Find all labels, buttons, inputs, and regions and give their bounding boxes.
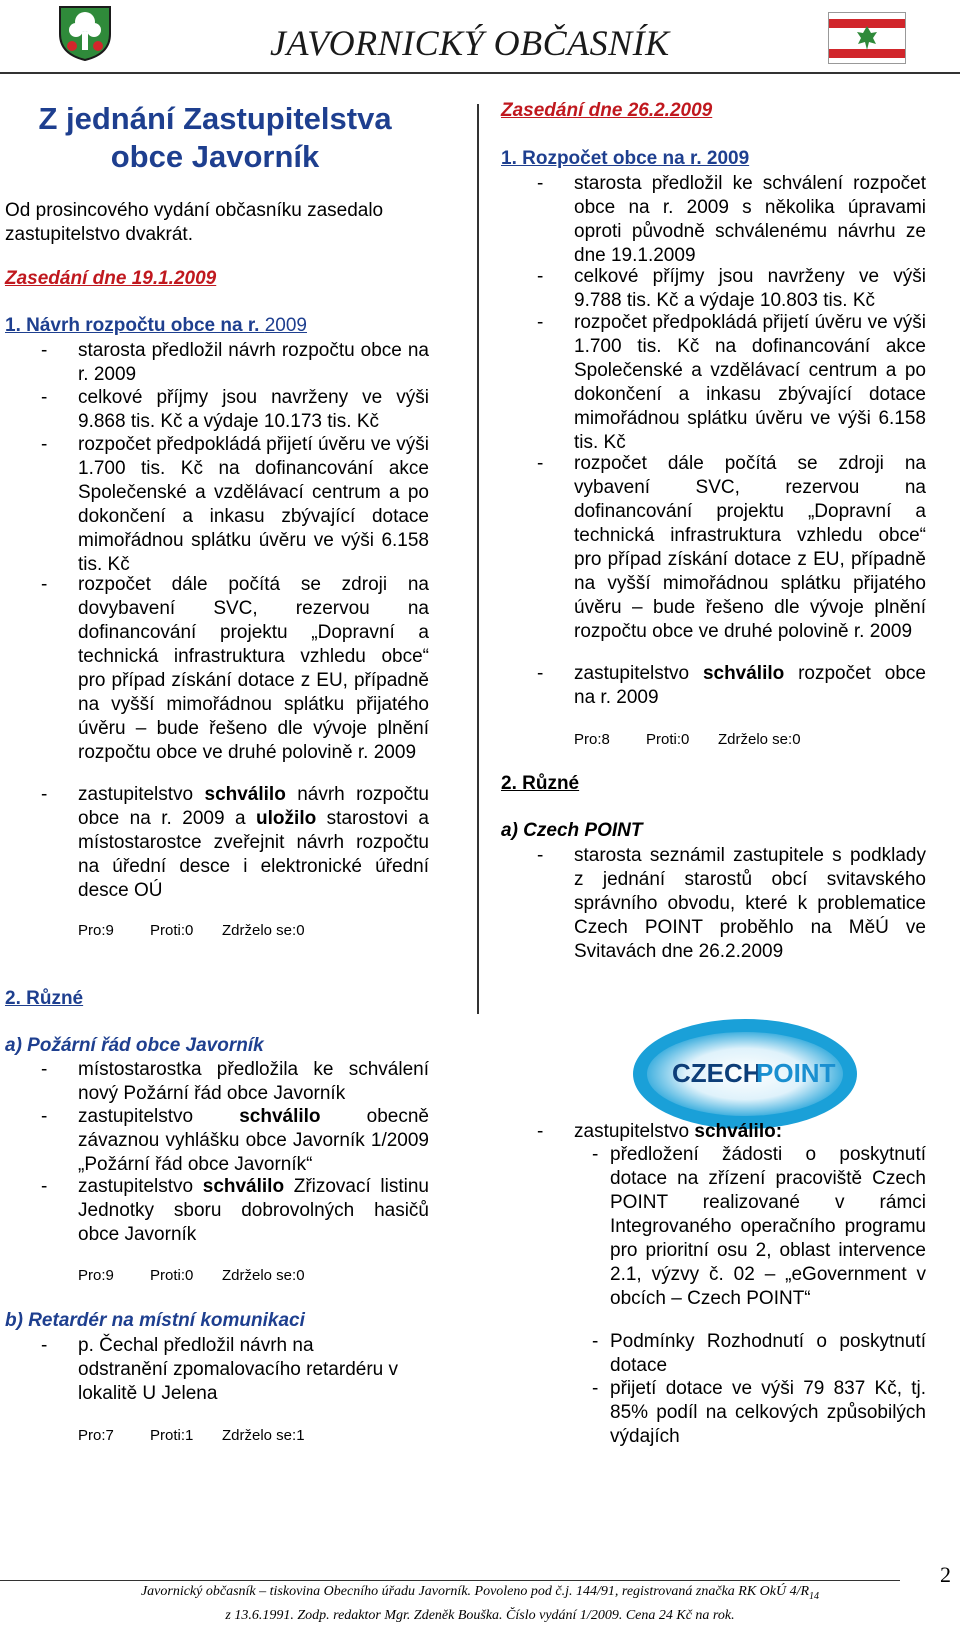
vote-proti: Proti:0 bbox=[150, 1267, 194, 1284]
list-item: - starosta předložil ke schválení rozpočet obce na r. 2009 s několika úpravami oproti původně schválenému návrhu ze dne 19.1.2009 bbox=[537, 173, 926, 266]
vote-result bbox=[78, 922, 305, 939]
vote-pro: Pro:8 bbox=[574, 731, 610, 748]
vote-abstain: Zdrželo se:0 bbox=[718, 731, 801, 748]
footer-line1-sub: 14 bbox=[809, 1590, 820, 1602]
session-date-1: Zasedání dne 19.1.2009 bbox=[5, 268, 217, 289]
section-budget-2009: 1. Rozpočet obce na r. 2009 bbox=[501, 148, 750, 169]
footer-line2: z 13.6.1991. Zodp. redaktor Mgr. Zdeněk Bouška. Číslo vydání 1/2009. Cena 24 Kč na rok. bbox=[225, 1607, 735, 1623]
sub-list-item-text: Podmínky Rozhodnutí o poskytnutí dotace bbox=[610, 1331, 926, 1376]
list-item-text: p. Čechal předložil návrh na odstranění zpomalovacího retardéru v lokalitě U Jelena bbox=[78, 1335, 399, 1404]
list-item-text: zastupitelstvo bbox=[78, 784, 205, 805]
list-item: - starosta seznámil zastupitele s podklady z jednání starostů obcí svitavského správního obvodu, které k problematice Czech POINT proběhlo na MěÚ ve Svitavách dne 26.2.2009 bbox=[537, 845, 926, 962]
list-item: - rozpočet dále počítá se zdroji na vybavení SVC, rezervou na dofinancování projektu „Dopravní a technická infrastruktura vzhledu obce“ pro případ získání dotace z EU, případně na vyšší mimořádnou splátku přijatého úvěru – bude řešeno dle vývoje plnění rozpočtu obce ve druhé polovině r. 2009 bbox=[537, 453, 926, 642]
list-item-text: starosta seznámil zastupitele s podklady z jednání starostů obcí svitavského správního obvodu, které k problematice Czech POINT proběhlo na MěÚ ve Svitavách dne 26.2.2009 bbox=[574, 845, 926, 962]
list-item: - místostarostka předložila ke schválení nový Požární řád obce Javorník bbox=[41, 1059, 429, 1104]
logo-text-point: POINT bbox=[756, 1058, 836, 1088]
section-budget-draft-year: 2009 bbox=[264, 315, 308, 336]
list-item-text: zastupitelstvo bbox=[574, 1121, 695, 1142]
list-item: - celkové příjmy jsou navrženy ve výši 9.868 tis. Kč a výdaje 10.173 tis. Kč bbox=[41, 387, 429, 432]
approved-label: schválilo bbox=[204, 784, 286, 805]
list-item: - zastupitelstvo schválilo obecně závaznou vyhlášku obce Javorník 1/2009 „Požární řád obce Javorník“ bbox=[41, 1106, 429, 1175]
list-item-text: zastupitelstvo bbox=[78, 1176, 203, 1197]
list-item: - zastupitelstvo schválilo návrh rozpočtu obce na r. 2009 a uložilo starostovi a místostarostce zveřejnit návrh rozpočtu na úřední desce i elektronické úřední desce OÚ bbox=[41, 784, 430, 901]
list-item-text: rozpočet obce na r. 2009 bbox=[574, 663, 926, 708]
list-item: - rozpočet předpokládá přijetí úvěru ve výši 1.700 tis. Kč na dofinancování akce Společenské a vzdělávací centrum a po dokončení a inkasu zbývající dotace mimořádnou splátku úvěru ve výši 6.158 tis. Kč bbox=[537, 312, 926, 453]
header-rule bbox=[0, 72, 960, 74]
vote-abstain: Zdrželo se:0 bbox=[222, 922, 305, 939]
vote-result bbox=[78, 1267, 305, 1284]
sub-list-item-text: předložení žádosti o poskytnutí dotace na zřízení pracoviště Czech POINT realizované v rámci Integrovaného operačního programu pro prioritní osu 2, oblast intervence 2.1, výzvy č. 02 – „eGovernment v obcích – Czech POINT“ bbox=[610, 1144, 926, 1309]
section-various: 2. Různé bbox=[5, 988, 84, 1009]
list-item-text: místostarostka předložila ke schválení nový Požární řád obce Javorník bbox=[78, 1059, 429, 1104]
czech-point-logo bbox=[632, 1018, 858, 1130]
list-item: - rozpočet dále počítá se zdroji na dovybavení SVC, rezervou na dofinancování projektu „Dopravní a technická infrastruktura vzhledu obce“ pro případ získání dotace z EU, případně na vyšší mimořádnou splátku přijatého úvěru – bude řešeno dle vývoje plnění rozpočtu obce ve druhé polovině r. 2009 bbox=[41, 574, 429, 763]
sub-list-item: - předložení žádosti o poskytnutí dotace na zřízení pracoviště Czech POINT realizované v rámci Integrovaného operačního programu pro prioritní osu 2, oblast intervence 2.1, výzvy č. 02 – „eGovernment v obcích – Czech POINT“ bbox=[592, 1144, 926, 1309]
subsection-speed-bump: b) Retardér na místní komunikaci bbox=[5, 1310, 305, 1331]
list-item-text: celkové příjmy jsou navrženy ve výši 9.868 tis. Kč a výdaje 10.173 tis. Kč bbox=[78, 387, 429, 432]
list-item: - celkové příjmy jsou navrženy ve výši 9.788 tis. Kč a výdaje 10.803 tis. Kč bbox=[537, 266, 926, 311]
list-item: - p. Čechal předložil návrh na odstranění zpomalovacího retardéru v lokalitě U Jelena bbox=[41, 1335, 399, 1404]
approved-label: schválilo bbox=[702, 663, 785, 684]
vote-proti: Proti:0 bbox=[150, 922, 194, 939]
vote-result bbox=[78, 1427, 305, 1444]
logo-text-czech: CZECH bbox=[672, 1058, 762, 1088]
list-item-text: zastupitelstvo bbox=[574, 663, 703, 684]
page-number: 2 bbox=[940, 1562, 951, 1587]
list-item: - zastupitelstvo schválilo rozpočet obce na r. 2009 bbox=[537, 663, 926, 708]
list-item-text: starosta předložil návrh rozpočtu obce na r. 2009 bbox=[78, 340, 429, 385]
intro-text bbox=[5, 199, 383, 247]
sub-list-item: - Podmínky Rozhodnutí o poskytnutí dotace bbox=[592, 1331, 926, 1376]
list-item-text: starostovi a místostarostce zveřejnit návrh rozpočtu na úřední desce i elektronické úřední desce OÚ bbox=[78, 808, 430, 901]
list-item: - rozpočet předpokládá přijetí úvěru ve výši 1.700 tis. Kč na dofinancování akce Společenské a vzdělávací centrum a po dokončení a inkasu zbývající dotace mimořádnou splátku úvěru ve výši 6.158 tis. Kč bbox=[41, 434, 429, 575]
footer-imprint bbox=[60, 1582, 900, 1625]
article-title bbox=[0, 100, 430, 176]
vote-proti: Proti:0 bbox=[646, 731, 690, 748]
sub-list-item: - přijetí dotace ve výši 79 837 Kč, tj. 85% podíl na celkových způsobilých výdajích bbox=[592, 1378, 926, 1447]
list-item-text: rozpočet dále počítá se zdroji na vybavení SVC, rezervou na dofinancování projektu „Dopravní a technická infrastruktura vzhledu obce“ pro případ získání dotace z EU, případně na vyšší mimořádnou splátku přijatého úvěru – bude řešeno dle vývoje plnění rozpočtu obce ve druhé polovině r. 2009 bbox=[574, 453, 926, 642]
approved-label: schválilo bbox=[239, 1106, 321, 1127]
list-item-text: obecně závaznou vyhlášku obce Javorník 1/2009 „Požární řád obce Javorník“ bbox=[78, 1106, 429, 1175]
list-item-text: zastupitelstvo bbox=[78, 1106, 240, 1127]
list-item-text: rozpočet předpokládá přijetí úvěru ve výši 1.700 tis. Kč na dofinancování akce Společenské a vzdělávací centrum a po dokončení a inkasu zbývající dotace mimořádnou splátku úvěru ve výši 6.158 tis. Kč bbox=[574, 312, 926, 453]
section-budget-draft bbox=[5, 315, 307, 337]
vote-pro: Pro:7 bbox=[78, 1427, 114, 1444]
masthead-title: JAVORNICKÝ OBČASNÍK bbox=[270, 23, 670, 63]
article-title-line1: Z jednání Zastupitelstva bbox=[38, 101, 392, 136]
list-item-text: rozpočet dále počítá se zdroji na dovybavení SVC, rezervou na dofinancování projektu „Dopravní a technická infrastruktura vzhledu obce“ pro případ získání dotace z EU, případně na vyšší mimořádnou splátku přijatého úvěru – bude řešeno dle vývoje plnění rozpočtu obce ve druhé polovině r. 2009 bbox=[78, 574, 429, 763]
approved-label: schválilo: bbox=[694, 1121, 783, 1142]
list-item-text: starosta předložil ke schválení rozpočet obce na r. 2009 s několika úpravami oproti původně schválenému návrhu ze dne 19.1.2009 bbox=[574, 173, 926, 266]
sub-list-item-text: přijetí dotace ve výši 79 837 Kč, tj. 85% podíl na celkových způsobilých výdajích bbox=[610, 1378, 926, 1447]
list-item: - starosta předložil návrh rozpočtu obce na r. 2009 bbox=[41, 340, 429, 385]
list-item: - zastupitelstvo schválilo: bbox=[537, 1121, 783, 1142]
subsection-fire-code: a) Požární řád obce Javorník bbox=[5, 1035, 264, 1056]
assigned-label: uložilo bbox=[256, 808, 317, 829]
vote-result bbox=[574, 731, 801, 748]
intro-line1: Od prosincového vydání občasníku zasedalo bbox=[5, 200, 384, 221]
section-various-2: 2. Různé bbox=[501, 773, 580, 794]
article-title-line2: obce Javorník bbox=[110, 139, 320, 174]
vote-pro: Pro:9 bbox=[78, 1267, 114, 1284]
section-budget-draft-label: 1. Návrh rozpočtu obce na r. bbox=[5, 315, 265, 336]
list-item: - zastupitelstvo schválilo Zřizovací listinu Jednotky sboru dobrovolných hasičů obce Javorník bbox=[41, 1176, 429, 1245]
vote-abstain: Zdrželo se:0 bbox=[222, 1267, 305, 1284]
vote-pro: Pro:9 bbox=[78, 922, 114, 939]
list-item-text: celkové příjmy jsou navrženy ve výši 9.788 tis. Kč a výdaje 10.803 tis. Kč bbox=[574, 266, 926, 311]
list-item-text: návrh rozpočtu obce na r. 2009 a bbox=[78, 784, 429, 829]
session-date-2: Zasedání dne 26.2.2009 bbox=[501, 100, 713, 121]
list-item-text: rozpočet předpokládá přijetí úvěru ve výši 1.700 tis. Kč na dofinancování akce Společenské a vzdělávací centrum a po dokončení a inkasu zbývající dotace mimořádnou splátku úvěru ve výši 6.158 tis. Kč bbox=[78, 434, 429, 575]
column-divider bbox=[477, 104, 479, 1014]
coat-of-arms-icon bbox=[56, 4, 114, 62]
vote-abstain: Zdrželo se:1 bbox=[222, 1427, 305, 1444]
subsection-czech-point: a) Czech POINT bbox=[501, 820, 643, 841]
vote-proti: Proti:1 bbox=[150, 1427, 194, 1444]
javornik-flag-icon bbox=[828, 12, 906, 64]
list-item-text: Zřizovací listinu Jednotky sboru dobrovolných hasičů obce Javorník bbox=[78, 1176, 429, 1245]
approved-label: schválilo bbox=[202, 1176, 285, 1197]
footer-rule bbox=[0, 1580, 900, 1581]
intro-line2: zastupitelstvo dvakrát. bbox=[5, 224, 193, 245]
footer-line1: Javornický občasník – tiskovina Obecního úřadu Javorník. Povoleno pod č.j. 144/91, registrovaná značka RK OkÚ 4/R bbox=[140, 1584, 810, 1599]
